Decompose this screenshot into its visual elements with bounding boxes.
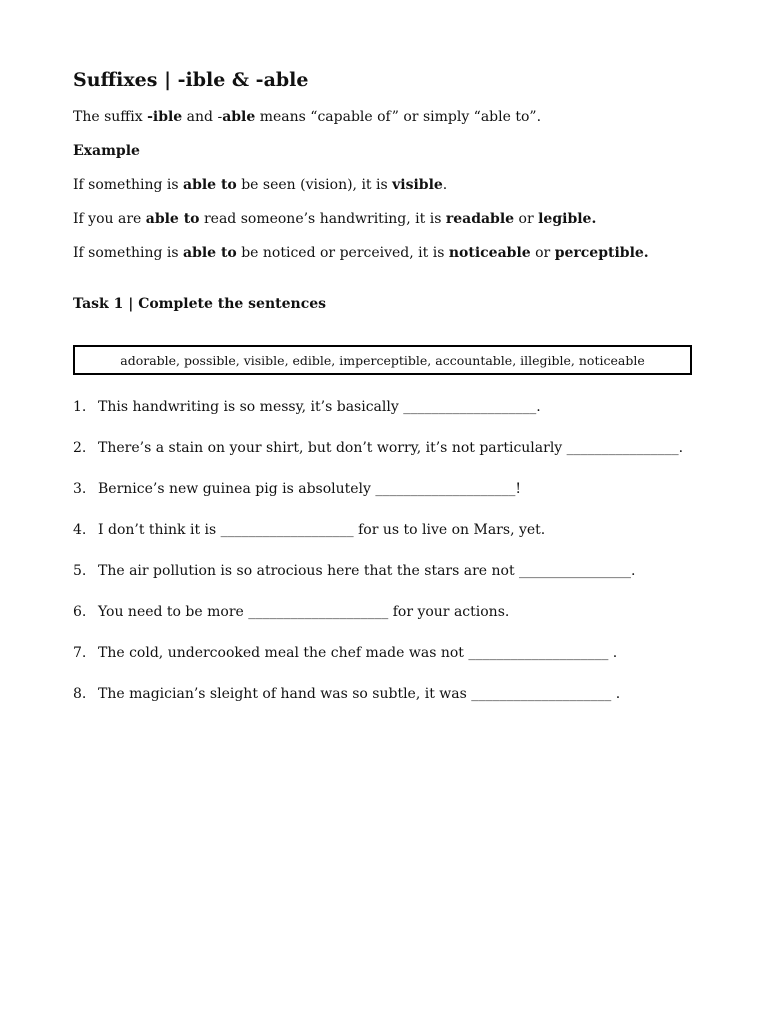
example-text: be noticed or perceived, it is [236, 245, 449, 261]
example-bold: readable [445, 211, 515, 227]
question-number: 5. [73, 563, 87, 579]
example-text: If something is [73, 177, 183, 193]
question-item [73, 479, 695, 499]
example-bold: able to [183, 177, 237, 193]
example-text: If something is [73, 245, 183, 261]
question-text: I don’t think it is ___________________ for us to live on Mars, yet. [98, 522, 546, 538]
question-text: The magician’s sleight of hand was so subtle, it was ____________________ . [98, 686, 621, 702]
word-bank-text: adorable, possible, visible, edible, imperceptible, accountable, illegible, noticeable [120, 352, 645, 368]
example-sentence [73, 175, 695, 195]
question-text: This handwriting is so messy, it’s basically ___________________. [98, 399, 541, 415]
question-text: Bernice’s new guinea pig is absolutely ____________________! [98, 481, 522, 497]
question-number: 4. [73, 522, 87, 538]
page-title: Suffixes | -ible & -able [73, 69, 309, 91]
question-item [73, 438, 695, 458]
task-heading: Task 1 | Complete the sentences [73, 296, 327, 312]
worksheet [73, 62, 695, 725]
example-text: . [442, 177, 448, 193]
intro-bold-ible: -ible [147, 109, 183, 125]
example-bold: visible [392, 177, 443, 193]
example-text: be seen (vision), it is [236, 177, 393, 193]
word-bank-box [73, 345, 692, 375]
question-list [73, 397, 695, 704]
example-text: or [514, 211, 539, 227]
example-heading: Example [73, 143, 140, 159]
question-text: The air pollution is so atrocious here that the stars are not ________________. [98, 563, 636, 579]
question-number: 3. [73, 481, 87, 497]
question-item [73, 397, 695, 417]
question-number: 1. [73, 399, 87, 415]
intro-paragraph [73, 107, 695, 127]
question-item [73, 602, 695, 622]
example-bold: able to [183, 245, 237, 261]
question-text: There’s a stain on your shirt, but don’t worry, it’s not particularly ________________. [98, 440, 684, 456]
question-number: 2. [73, 440, 87, 456]
question-number: 7. [73, 645, 87, 661]
intro-text: and - [182, 109, 223, 125]
question-number: 6. [73, 604, 87, 620]
example-bold: noticeable [448, 245, 531, 261]
example-bold: legible. [538, 211, 597, 227]
intro-text: means “capable of” or simply “able to”. [255, 109, 542, 125]
example-text: read someone’s handwriting, it is [199, 211, 446, 227]
example-sentence [73, 243, 695, 263]
question-number: 8. [73, 686, 87, 702]
example-text: If you are [73, 211, 146, 227]
example-text: or [530, 245, 555, 261]
question-text: You need to be more ____________________ for your actions. [98, 604, 510, 620]
example-bold: perceptible. [554, 245, 649, 261]
question-item [73, 561, 695, 581]
question-item [73, 684, 695, 704]
intro-bold-able: able [222, 109, 256, 125]
intro-text: The suffix [73, 109, 148, 125]
question-item [73, 520, 695, 540]
question-item [73, 643, 695, 663]
example-sentence [73, 209, 695, 229]
example-bold: able to [145, 211, 200, 227]
question-text: The cold, undercooked meal the chef made was not ____________________ . [98, 645, 618, 661]
